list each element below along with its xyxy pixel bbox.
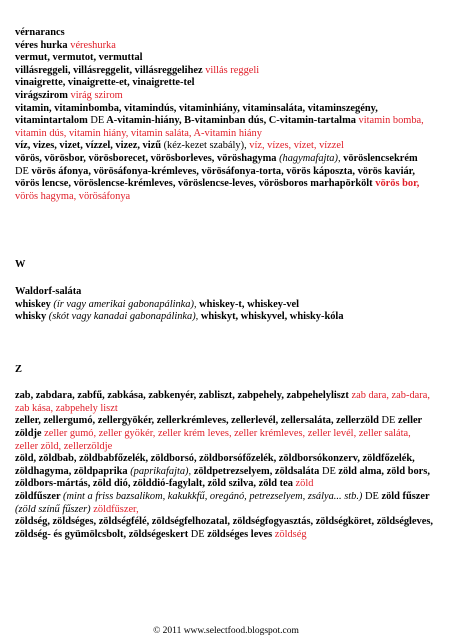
entry-correct: zöldpetrezselyem, zöldsaláta [193, 465, 320, 477]
de-separator: DE [381, 415, 396, 427]
entry-zoldfuszer [15, 491, 433, 516]
entry-whiskey [15, 299, 433, 312]
entry-correct: vinaigrette, vinaigrette-et, vinaigrette-tel [15, 77, 195, 89]
de-separator: DE [90, 115, 105, 127]
page-footer: © 2011 www.selectfood.blogspot.com [153, 626, 299, 636]
entry-correct-separate: zöld fűszer [381, 491, 430, 503]
entry-incorrect: villás reggeli [205, 64, 260, 76]
entry-correct: zeller, zellergumó, zellergyökér, zellerkrémleves, zellerlevél, zellersaláta, zellerzöld [15, 415, 379, 427]
entry-incorrect-bold: vörös bor, [375, 178, 420, 190]
de-separator: DE [15, 165, 29, 177]
entry-correct: virágszirom [15, 89, 68, 101]
entry-incorrect: vörös hagyma, vörösáfonya [15, 190, 131, 202]
entry-note: (mint a friss bazsalikom, kakukkfű, oregánó, petrezselyem, zsálya... stb.) [63, 491, 363, 503]
entry-correct: vörös, vörösbor, vörösborecet, vörösborleves, vöröshagyma [15, 152, 277, 164]
entry-note: (skót vagy kanadai gabonapálinka), [48, 311, 199, 323]
entry-zeller [15, 415, 433, 453]
entry-veres-hurka [15, 40, 433, 53]
entry-vitamin [15, 103, 433, 141]
entry-correct-separate: vörös áfonya, vörösáfonya-krémleves, vörösáfonya-torta, vörös káposzta, vörös kaviár, vörös lencse, vöröslencse-krémleves, vöröslencse-leves, vörösboros marhapörkölt [15, 165, 415, 190]
entry-correct: whiskey [15, 298, 51, 310]
de-separator: DE [190, 528, 205, 540]
entry-correct: zöldség, zöldséges, zöldségfélé, zöldségfelhozatal, zöldségfogyasztás, zöldségköret, zöldségleves, zöldség- és gyümölcsbolt, zöldségeskert [15, 516, 433, 540]
section-heading-w: W [15, 259, 26, 271]
entry-zold [15, 453, 433, 491]
entry-incorrect: zeller gumó, zeller gyökér, zeller krém leves, zeller krémleves, zeller levél, zeller saláta, zeller zöld, zellerzöldje [15, 428, 411, 452]
entry-waldorf [15, 286, 433, 299]
entry-zoldseg [15, 516, 433, 541]
entry-viragszirom [15, 90, 433, 103]
entry-vermut [15, 52, 433, 65]
entry-correct: vitamin, vitaminbomba, vitamindús, vitaminhiány, vitaminsaláta, vitaminszegény, vitamintartalom [15, 102, 378, 127]
dictionary-page [15, 27, 433, 541]
entry-vinaigrette [15, 77, 433, 90]
entry-correct: vöröslencsekrém [343, 152, 418, 164]
entry-zab [15, 390, 433, 415]
de-separator: DE [321, 465, 336, 477]
entry-correct: zab, zabdara, zabfű, zabkása, zabkenyér, zabliszt, zabpehely, zabpehelyliszt [15, 390, 349, 402]
entry-incorrect: zöldfűszer, [93, 503, 139, 515]
entry-correct-separate: zöldséges leves [207, 528, 273, 540]
entry-incorrect: víz, vízes, vízet, vízzel [249, 140, 344, 152]
entry-incorrect: virág szirom [70, 89, 123, 101]
entry-incorrect: vitamin bomba, vitamin dús, vitamin hiány, vitamin saláta, A-vitamin hiány [15, 115, 424, 139]
entry-correct-separate: zeller zöldje [15, 415, 422, 440]
entry-correct: Waldorf-saláta [15, 285, 82, 297]
entry-correct: whiskyt, whiskyvel, whisky-kóla [200, 311, 344, 323]
entry-correct: villásreggeli, villásreggelit, villásreggelihez [15, 64, 203, 76]
entry-correct-separate: zöld alma, zöld bors, zöldbors-mártás, zöld dió, zölddió-fagylalt, zöld szilva, zöld tea [15, 465, 430, 490]
entry-viz [15, 140, 433, 153]
de-separator: DE [364, 491, 379, 503]
entry-correct: víz, vizes, vizet, vízzel, vizez, vizű [15, 140, 161, 152]
entry-correct: vérnarancs [15, 27, 65, 38]
entry-incorrect: zöldség [274, 528, 307, 540]
entry-correct: whisky [15, 311, 47, 323]
entry-correct-separate: A-vitamin-hiány, B-vitaminban dús, C-vitamin-tartalma [106, 115, 356, 127]
entry-correct: vermut, vermutot, vermuttal [15, 52, 143, 64]
entry-note: (zöld színű fűszer) [15, 503, 91, 515]
entry-correct: whiskey-t, whiskey-vel [199, 298, 300, 310]
section-heading-z: Z [15, 363, 22, 375]
entry-vernarancs [15, 27, 433, 40]
entry-whisky [15, 311, 433, 324]
entry-correct: zöld, zöldbab, zöldbabfőzelék, zöldborsó, zöldborsófőzelék, zöldborsókonzerv, zöldfőzelék, zöldhagyma, zöldpaprika [15, 453, 415, 477]
entry-voros [15, 153, 433, 203]
entry-note: (kéz-kezet szabály), [163, 140, 247, 152]
entry-correct: véres hurka [15, 39, 68, 51]
entry-incorrect: véreshurka [70, 39, 116, 51]
entry-correct: zöldfűszer [15, 491, 61, 503]
entry-note: (hagymafajta), [279, 152, 341, 164]
entry-villasreggeli [15, 65, 433, 78]
entry-note: (paprikafajta), [130, 465, 192, 477]
entry-incorrect: zab dara, zab-dara, zab kása, zabpehely liszt [15, 390, 430, 414]
entry-incorrect: zöld [295, 478, 314, 490]
entry-note: (ír vagy amerikai gabonapálinka), [53, 298, 197, 310]
